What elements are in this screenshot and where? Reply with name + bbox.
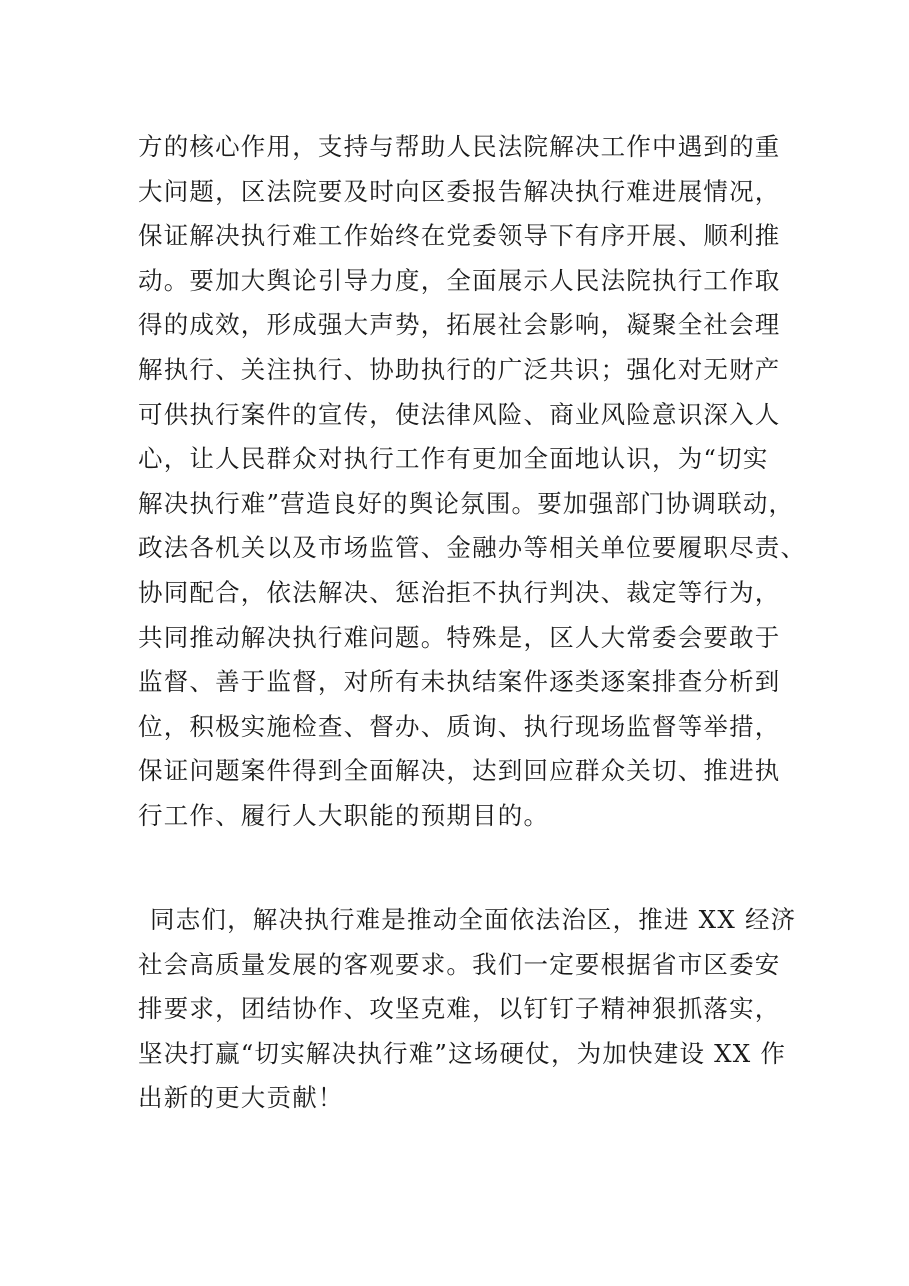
paragraph-line: 心，让人民群众对执行工作有更加全面地认识，为“切实	[138, 444, 769, 474]
paragraph-line: 保证问题案件得到全面解决，达到回应群众关切、推进执	[138, 756, 781, 786]
paragraph-line: 排要求，团结协作、攻坚克难，以钉钉子精神狠抓落实，	[138, 994, 781, 1024]
paragraph-line: 坚决打赢“切实解决执行难”这场硬仗，为加快建设 XX 作	[138, 1038, 787, 1068]
paragraph-line: 动。要加大舆论引导力度，全面展示人民法院执行工作取	[138, 265, 781, 295]
paragraph-line: 政法各机关以及市场监管、金融办等相关单位要履职尽责、	[138, 533, 807, 563]
paragraph-line: 同志们，解决执行难是推动全面依法治区，推进 XX 经济	[150, 905, 797, 934]
paragraph-line: 解决执行难”营造良好的舆论氛围。要加强部门协调联动，	[138, 488, 795, 518]
paragraph-line: 保证解决执行难工作始终在党委领导下有序开展、顺利推	[138, 221, 781, 251]
paragraph-line: 方的核心作用，支持与帮助人民法院解决工作中遇到的重	[138, 132, 781, 161]
paragraph-2	[138, 898, 797, 1121]
paragraph-line: 解执行、关注执行、协助执行的广泛共识；强化对无财产	[138, 354, 781, 384]
paragraph-line: 大问题，区法院要及时向区委报告解决执行难进展情况，	[138, 176, 781, 206]
paragraph-line: 监督、善于监督，对所有未执结案件逐类逐案排查分析到	[138, 667, 781, 697]
paragraph-line: 协同配合，依法解决、惩治拒不执行判决、裁定等行为，	[138, 577, 781, 607]
paragraph-line: 出新的更大贡献！	[138, 1083, 344, 1113]
paragraph-line: 位，积极实施检查、督办、质询、执行现场监督等举措，	[138, 711, 781, 741]
paragraph-line: 可供执行案件的宣传，使法律风险、商业风险意识深入人	[138, 399, 781, 429]
paragraph-1	[138, 125, 807, 839]
paragraph-line: 行工作、履行人大职能的预期目的。	[138, 800, 550, 830]
paragraph-line: 得的成效，形成强大声势，拓展社会影响，凝聚全社会理	[138, 310, 781, 340]
paragraph-line: 社会高质量发展的客观要求。我们一定要根据省市区委安	[138, 949, 781, 979]
paragraph-line: 共同推动解决执行难问题。特殊是，区人大常委会要敢于	[138, 622, 781, 652]
